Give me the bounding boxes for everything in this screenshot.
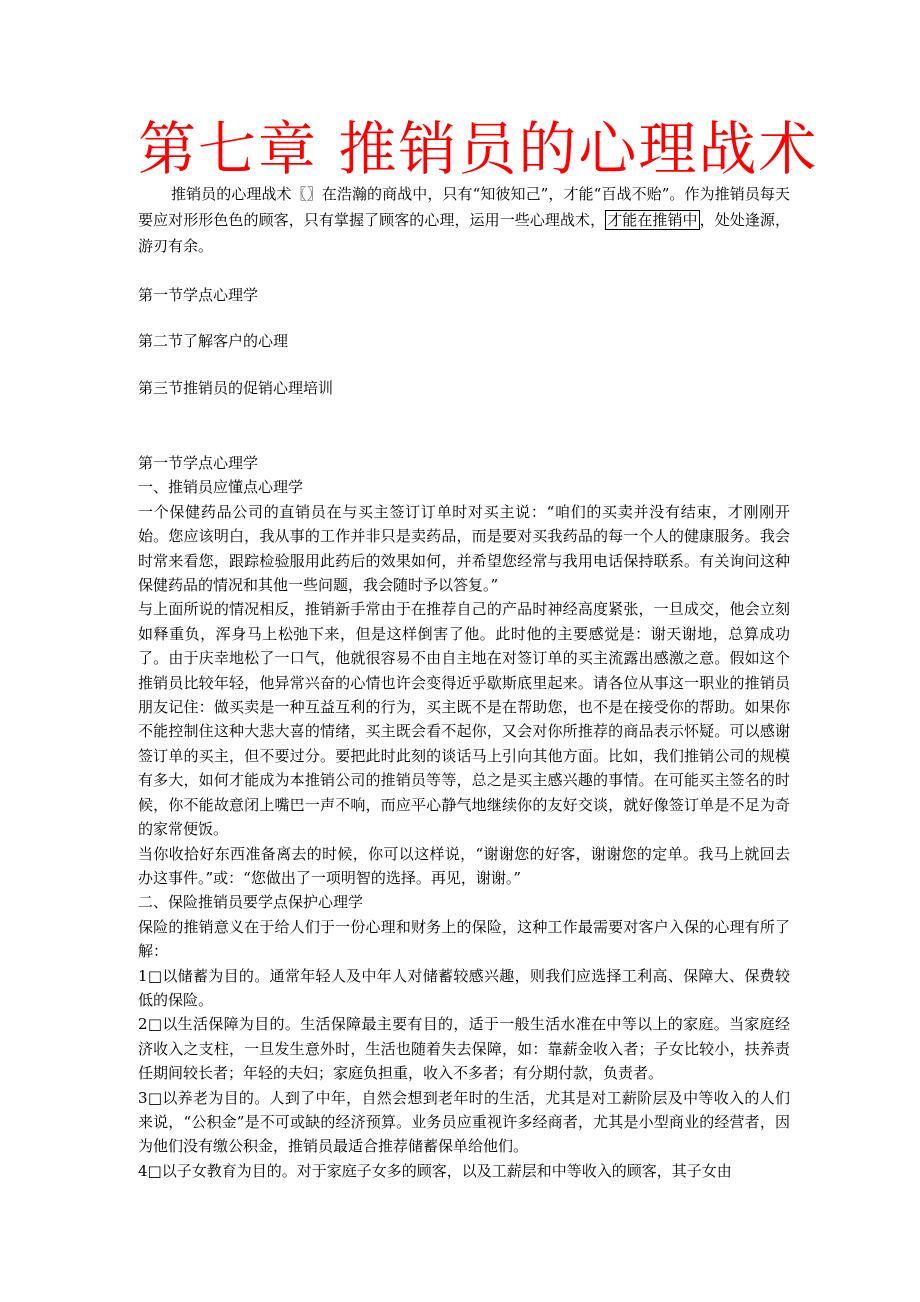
list-item: 2□以生活保障为目的。生活保障最主要有目的，适于一般生活水准在中等以上的家庭。当家庭经济收入之支柱，一旦发生意外时，生活也随着失去保障，如：靠薪金收入者；子女比较小，扶养责任期间较长者；年轻的夫妇；家庭负担重，收入不多者；有分期付款，负责者。 (138, 1015, 790, 1083)
list-item: 4□以子女教育为目的。对于家庭子女多的顾客，以及工薪层和中等收入的顾客，其子女由 (138, 1161, 732, 1180)
body-content (138, 451, 790, 1183)
list-item: 3□以养老为目的。人到了中年，自然会想到老年时的生活，尤其是对工薪阶层及中等收入的人们来说，“公积金”是不可或缺的经济预算。业务员应重视许多经商者，尤其是小型商业的经营者，因为他们没有缴公积金，推销员最适合推荐储蓄保单给他们。 (138, 1088, 790, 1156)
intro-paragraph (138, 181, 790, 259)
chapter-title: 第七章 推销员的心理战术 (138, 115, 819, 183)
toc-item-section-1: 第一节学点心理学 (138, 286, 259, 304)
section-heading: 第一节学点心理学 (138, 454, 259, 472)
intro-text-after: ，处处逢源，游刃有余。 (138, 211, 790, 255)
body-paragraph: 与上面所说的情况相反，推销新手常由于在推荐自己的产品时神经高度紧张，一旦成交，他会立刻如释重负，浑身马上松弛下来，但是这样倒害了他。此时他的主要感觉是：谢天谢地，总算成功了。由于庆幸地松了一口气，他就很容易不由自主地在对签订单的买主流露出感激之意。假如这个推销员比较年轻，他异常兴奋的心情也许会变得近乎歇斯底里起来。请各位从事这一职业的推销员朋友记住：做买卖是一种互益互利的行为，买主既不是在帮助您，也不是在接受你的帮助。如果你不能控制住这种大悲大喜的情绪，买主既会看不起你，又会对你所推荐的商品表示怀疑。可以感谢签订单的买主，但不要过分。要把此时此刻的谈话马上引向其他方面。比如，我们推销公司的规模有多大，如何才能成为本推销公司的推销员等等，总之是买主感兴趣的事情。在可能买主签名的时候，你不能故意闭上嘴巴一声不响，而应平心静气地继续你的友好交谈，就好像签订单是不足为奇的家常便饭。 (138, 600, 790, 839)
list-item: 1□以储蓄为目的。通常年轻人及中年人对储蓄较感兴趣，则我们应选择工利高、保障大、保费较低的保险。 (138, 966, 790, 1009)
body-paragraph: 一个保健药品公司的直销员在与买主签订订单时对买主说：“咱们的买卖并没有结束，才刚刚开始。您应该明白，我从事的工作并非只是卖药品，而是要对买我药品的每一个人的健康服务。我会时常来看您，跟踪检验服用此药后的效果如何，并希望您经常与我用电话保持联系。有关询问这种保健药品的情况和其他一些问题，我会随时予以答复。” (138, 502, 790, 595)
body-paragraph: 保险的推销意义在于给人们于一份心理和财务上的保险，这种工作最需要对客户入保的心理有所了解： (138, 917, 790, 961)
boxed-text-highlight: 才能在推销中 (607, 211, 698, 229)
intro-text-before: 推销员的心理战术〖〗在浩瀚的商战中，只有“知彼知己”，才能“百战不贻”。作为推销员每天要应对形形色色的顾客，只有掌握了顾客的心理，运用一些心理战术， (138, 185, 790, 229)
subsection-heading: 一、推销员应懂点心理学 (138, 478, 304, 497)
subsection-heading: 二、保险推销员要学点保护心理学 (138, 893, 364, 912)
body-paragraph: 当你收拾好东西准备离去的时候，你可以这样说，“谢谢您的好客，谢谢您的定单。我马上就回去办这事件。”或：“您做出了一项明智的选择。再见，谢谢。” (138, 844, 790, 887)
toc-item-section-3: 第三节推销员的促销心理培训 (138, 379, 334, 397)
toc-item-section-2: 第二节了解客户的心理 (138, 332, 289, 350)
